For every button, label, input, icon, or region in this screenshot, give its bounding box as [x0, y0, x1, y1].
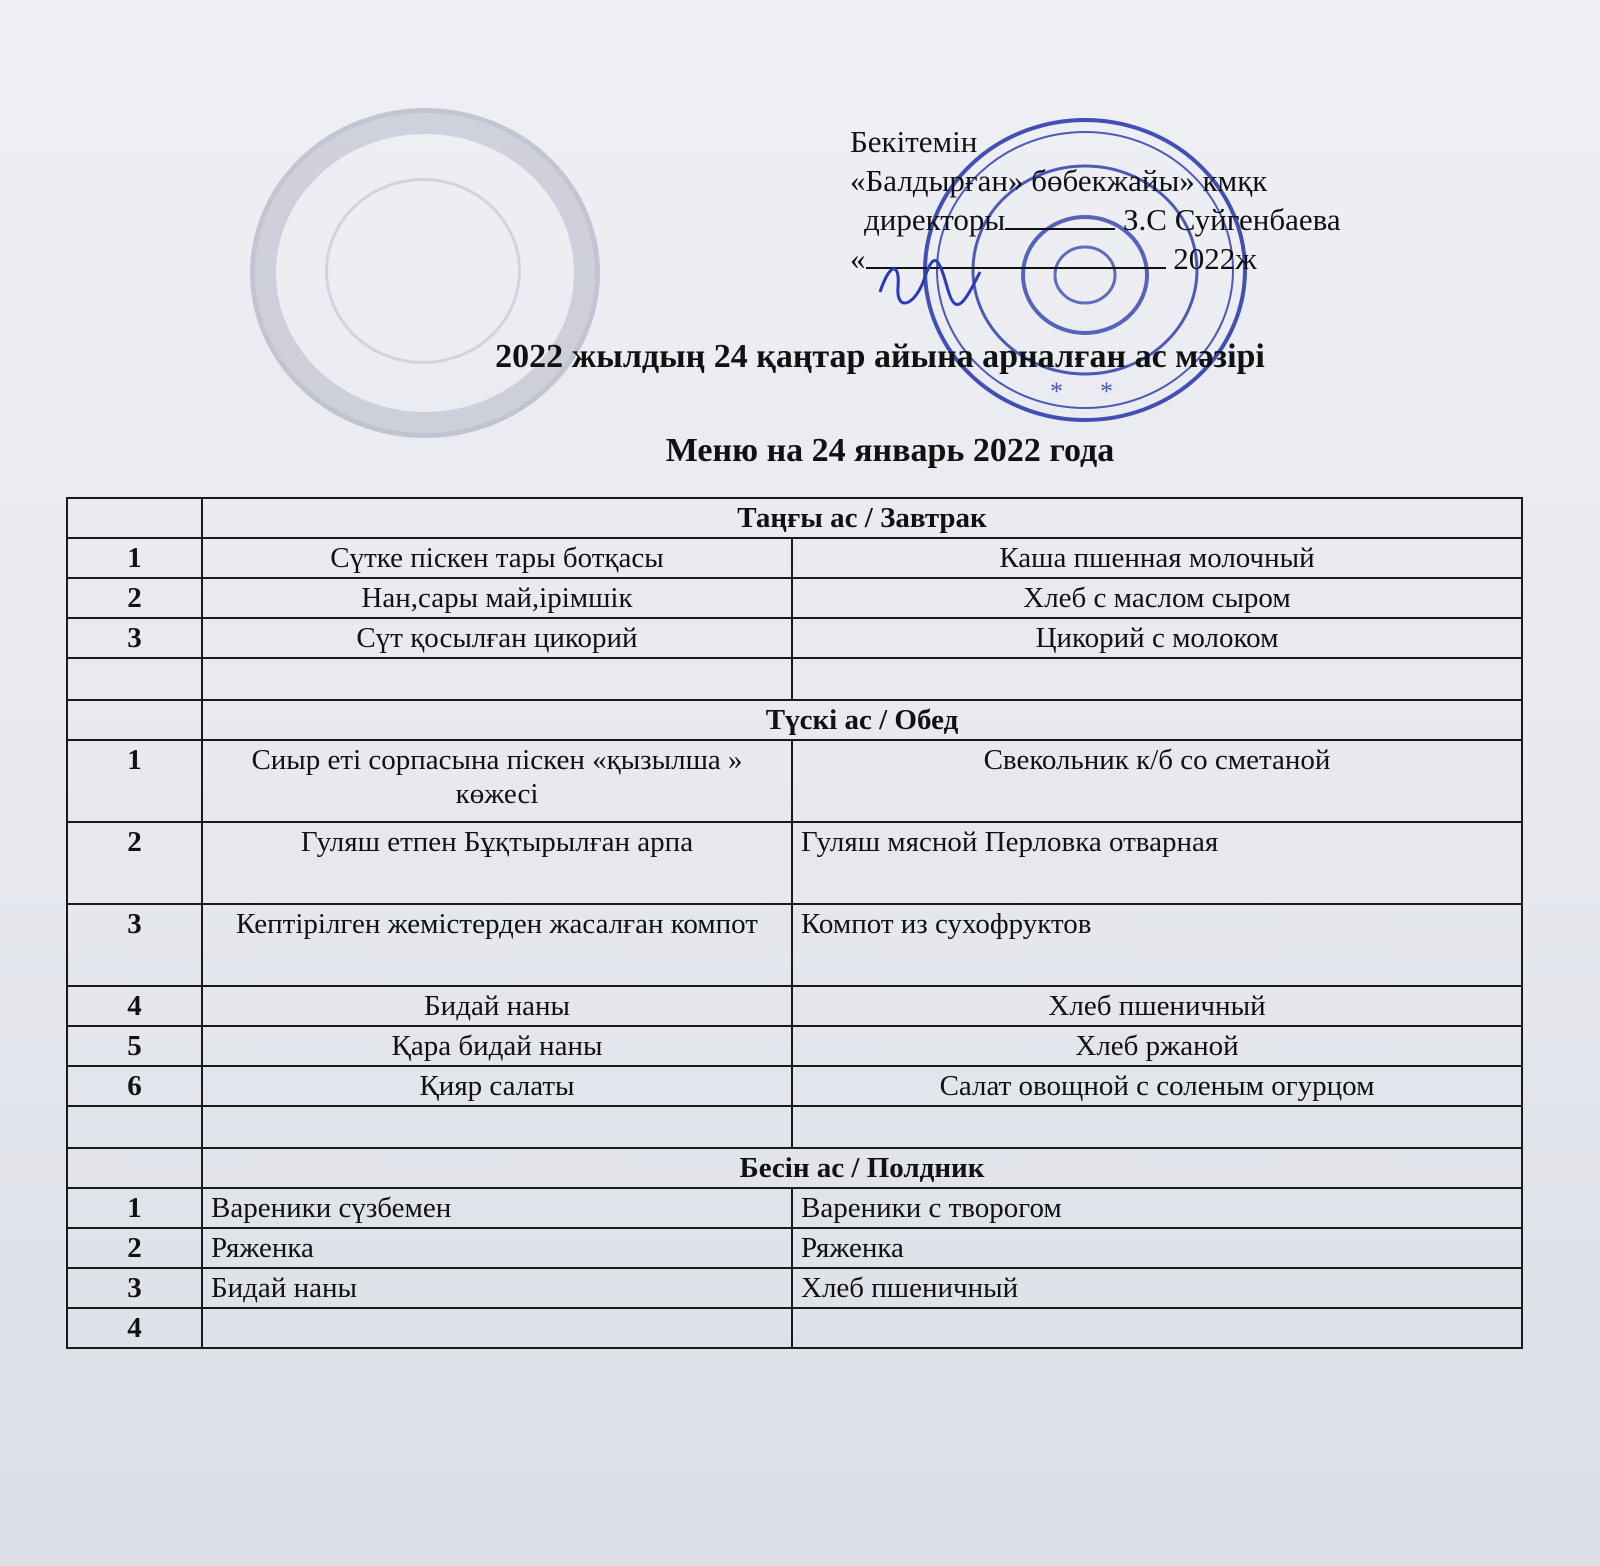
row-number: 6: [67, 1066, 202, 1106]
dish-ru: Ряженка: [792, 1228, 1522, 1268]
svg-text:*: *: [1050, 377, 1063, 406]
dish-kz: Сүт қосылған цикорий: [202, 618, 792, 658]
dish-ru: Хлеб пшеничный: [792, 1268, 1522, 1308]
table-row: [67, 1228, 1522, 1268]
date-quote: «: [850, 241, 866, 276]
handwritten-signature: [870, 252, 990, 312]
date-year: 2022ж: [1173, 241, 1257, 276]
row-number: 2: [67, 822, 202, 904]
title-kazakh: 2022 жылдың 24 қаңтар айына арналған ас мәзірі: [495, 338, 1265, 375]
dish-ru: Свекольник к/б со сметаной: [792, 740, 1522, 822]
snack-heading: Бесін ас / Полдник: [202, 1148, 1522, 1188]
dish-kz: Кептірілген жемістерден жасалған компот: [202, 904, 792, 986]
dish-ru: Хлеб с маслом сыром: [792, 578, 1522, 618]
breakfast-heading: Таңғы ас / Завтрак: [202, 498, 1522, 538]
dish-ru: Гуляш мясной Перловка отварная: [792, 822, 1522, 904]
table-row: [67, 618, 1522, 658]
row-number: 2: [67, 578, 202, 618]
dish-kz: Нан,сары май,ірімшік: [202, 578, 792, 618]
gray-round-stamp: [250, 108, 600, 438]
stamp-emblem: [325, 178, 521, 364]
section-row-snack: [67, 1148, 1522, 1188]
dish-kz: Гуляш етпен Бұқтырылған арпа: [202, 822, 792, 904]
dish-kz: Ряженка: [202, 1228, 792, 1268]
row-number: 1: [67, 740, 202, 822]
row-number: 2: [67, 1228, 202, 1268]
dish-ru: Каша пшенная молочный: [792, 538, 1522, 578]
dish-kz: Қара бидай наны: [202, 1026, 792, 1066]
dish-ru: Хлеб пшеничный: [792, 986, 1522, 1026]
menu-table: [66, 497, 1523, 1349]
table-row: [67, 1188, 1522, 1228]
approval-institution: «Балдырған» бөбекжайы» кмқк: [850, 163, 1268, 198]
dish-kz: Бидай наны: [202, 1268, 792, 1308]
row-number: 4: [67, 1308, 202, 1348]
approval-director-line: [850, 200, 1490, 239]
table-row: [67, 986, 1522, 1026]
table-row: [67, 904, 1522, 986]
row-number: 3: [67, 618, 202, 658]
dish-ru: Вареники с творогом: [792, 1188, 1522, 1228]
lunch-heading: Түскі ас / Обед: [202, 700, 1522, 740]
dish-kz: Вареники сүзбемен: [202, 1188, 792, 1228]
row-number: 3: [67, 904, 202, 986]
title-russian: Меню на 24 январь 2022 года: [665, 432, 1115, 469]
approval-heading: Бекітемін: [850, 124, 978, 159]
svg-text:*: *: [1100, 377, 1113, 406]
row-number: 4: [67, 986, 202, 1026]
section-row-breakfast: [67, 498, 1522, 538]
empty-row: [67, 1106, 1522, 1148]
row-number: 5: [67, 1026, 202, 1066]
table-row: [67, 1268, 1522, 1308]
table-row: [67, 1066, 1522, 1106]
row-number: 1: [67, 1188, 202, 1228]
empty-row: [67, 658, 1522, 700]
dish-ru: Компот из сухофруктов: [792, 904, 1522, 986]
table-row: [67, 822, 1522, 904]
director-name: З.С Суйгенбаева: [1123, 202, 1341, 237]
director-label: директоры: [864, 202, 1006, 237]
table-row: [67, 1308, 1522, 1348]
signature-line: [1005, 228, 1115, 230]
dish-ru: [792, 1308, 1522, 1348]
row-number: 1: [67, 538, 202, 578]
table-row: [67, 1026, 1522, 1066]
dish-kz: Қияр салаты: [202, 1066, 792, 1106]
dish-kz: Сүтке піскен тары ботқасы: [202, 538, 792, 578]
dish-ru: Цикорий с молоком: [792, 618, 1522, 658]
row-number: 3: [67, 1268, 202, 1308]
dish-ru: Салат овощной с соленым огурцом: [792, 1066, 1522, 1106]
dish-kz: Бидай наны: [202, 986, 792, 1026]
table-row: [67, 538, 1522, 578]
table-row: [67, 578, 1522, 618]
dish-ru: Хлеб ржаной: [792, 1026, 1522, 1066]
dish-kz: [202, 1308, 792, 1348]
section-row-lunch: [67, 700, 1522, 740]
dish-kz: Сиыр еті сорпасына піскен «қызылша » көжесі: [202, 740, 792, 822]
table-row: [67, 740, 1522, 822]
